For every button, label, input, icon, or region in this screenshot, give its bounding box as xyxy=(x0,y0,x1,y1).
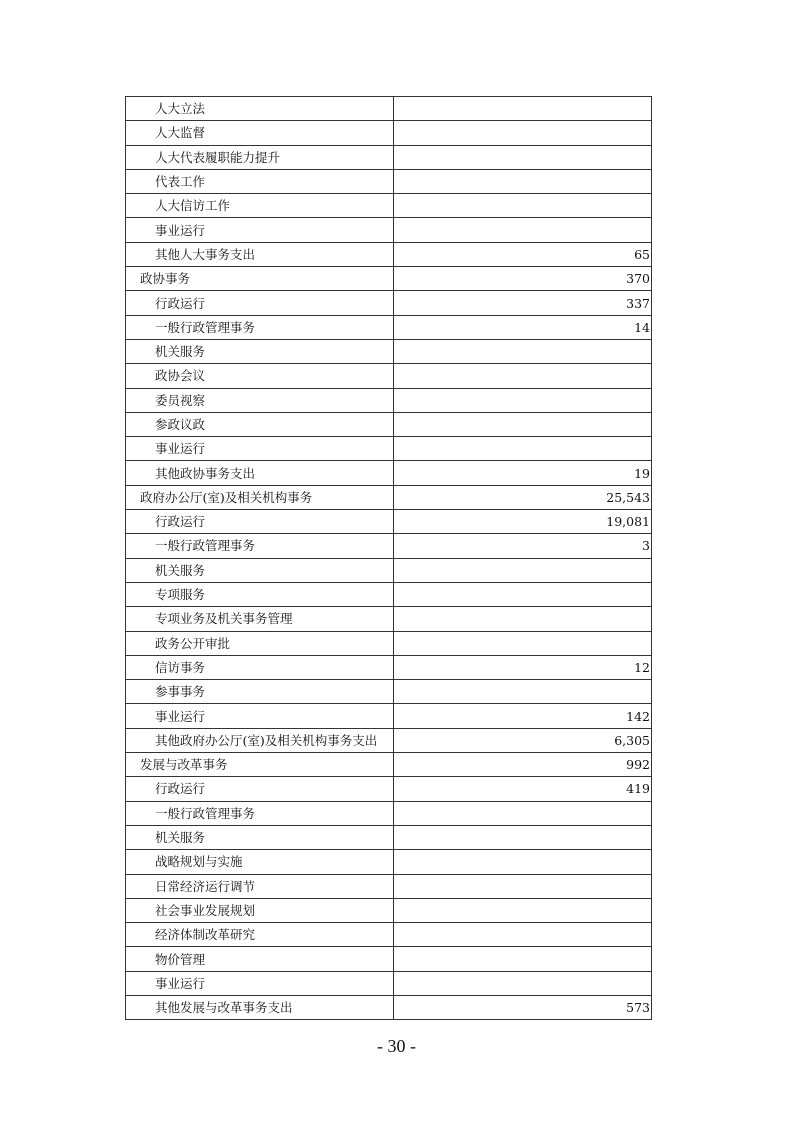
item-name-cell: 机关服务 xyxy=(126,339,394,363)
item-name-cell: 机关服务 xyxy=(126,825,394,849)
item-name-cell: 行政运行 xyxy=(126,291,394,315)
item-amount-cell xyxy=(394,97,652,121)
item-name-cell: 事业运行 xyxy=(126,704,394,728)
item-name-cell: 专项业务及机关事务管理 xyxy=(126,607,394,631)
table-row xyxy=(126,510,652,534)
item-name-cell: 其他政府办公厅(室)及相关机构事务支出 xyxy=(126,728,394,752)
item-amount-cell xyxy=(394,874,652,898)
item-amount-cell xyxy=(394,194,652,218)
item-amount-cell xyxy=(394,145,652,169)
item-amount-cell xyxy=(394,607,652,631)
item-name-cell: 事业运行 xyxy=(126,971,394,995)
item-amount-cell: 573 xyxy=(394,995,652,1019)
item-amount-cell: 337 xyxy=(394,291,652,315)
item-name-cell: 政协事务 xyxy=(126,267,394,291)
table-row xyxy=(126,753,652,777)
item-amount-cell: 419 xyxy=(394,777,652,801)
item-amount-cell xyxy=(394,923,652,947)
item-amount-cell: 370 xyxy=(394,267,652,291)
item-name-cell: 委员视察 xyxy=(126,388,394,412)
table-row xyxy=(126,680,652,704)
table-row xyxy=(126,631,652,655)
table-row xyxy=(126,412,652,436)
item-name-cell: 专项服务 xyxy=(126,582,394,606)
item-name-cell: 一般行政管理事务 xyxy=(126,315,394,339)
item-amount-cell: 65 xyxy=(394,242,652,266)
item-amount-cell xyxy=(394,388,652,412)
item-amount-cell: 12 xyxy=(394,655,652,679)
table-row xyxy=(126,169,652,193)
item-amount-cell: 6,305 xyxy=(394,728,652,752)
item-name-cell: 代表工作 xyxy=(126,169,394,193)
table-row xyxy=(126,607,652,631)
item-name-cell: 信访事务 xyxy=(126,655,394,679)
table-row xyxy=(126,218,652,242)
item-amount-cell xyxy=(394,412,652,436)
item-name-cell: 参事事务 xyxy=(126,680,394,704)
table-row xyxy=(126,194,652,218)
item-name-cell: 政协会议 xyxy=(126,364,394,388)
item-name-cell: 参政议政 xyxy=(126,412,394,436)
table-row xyxy=(126,923,652,947)
table-row xyxy=(126,947,652,971)
item-amount-cell xyxy=(394,558,652,582)
item-amount-cell xyxy=(394,801,652,825)
item-amount-cell xyxy=(394,121,652,145)
item-amount-cell: 142 xyxy=(394,704,652,728)
item-name-cell: 人大信访工作 xyxy=(126,194,394,218)
item-name-cell: 其他政协事务支出 xyxy=(126,461,394,485)
table-row xyxy=(126,461,652,485)
table-row xyxy=(126,291,652,315)
item-amount-cell xyxy=(394,218,652,242)
table-row xyxy=(126,558,652,582)
budget-table xyxy=(125,96,652,1020)
table-row xyxy=(126,995,652,1019)
item-amount-cell: 14 xyxy=(394,315,652,339)
item-name-cell: 经济体制改革研究 xyxy=(126,923,394,947)
item-name-cell: 事业运行 xyxy=(126,437,394,461)
item-name-cell: 其他发展与改革事务支出 xyxy=(126,995,394,1019)
item-amount-cell xyxy=(394,339,652,363)
item-amount-cell xyxy=(394,169,652,193)
table-row xyxy=(126,364,652,388)
item-amount-cell: 3 xyxy=(394,534,652,558)
item-amount-cell xyxy=(394,680,652,704)
table-row xyxy=(126,655,652,679)
item-amount-cell: 992 xyxy=(394,753,652,777)
item-name-cell: 事业运行 xyxy=(126,218,394,242)
table-row xyxy=(126,704,652,728)
table-row xyxy=(126,267,652,291)
table-body xyxy=(126,97,652,1020)
item-name-cell: 战略规划与实施 xyxy=(126,850,394,874)
item-name-cell: 物价管理 xyxy=(126,947,394,971)
table-row xyxy=(126,534,652,558)
table-row xyxy=(126,825,652,849)
item-amount-cell: 19 xyxy=(394,461,652,485)
item-name-cell: 社会事业发展规划 xyxy=(126,898,394,922)
table-row xyxy=(126,339,652,363)
table-row xyxy=(126,145,652,169)
table-row xyxy=(126,874,652,898)
table-row xyxy=(126,437,652,461)
item-amount-cell: 25,543 xyxy=(394,485,652,509)
item-name-cell: 人大监督 xyxy=(126,121,394,145)
item-name-cell: 一般行政管理事务 xyxy=(126,534,394,558)
item-amount-cell xyxy=(394,437,652,461)
item-amount-cell xyxy=(394,850,652,874)
item-amount-cell xyxy=(394,947,652,971)
table-row xyxy=(126,242,652,266)
item-amount-cell xyxy=(394,582,652,606)
table-row xyxy=(126,582,652,606)
item-name-cell: 发展与改革事务 xyxy=(126,753,394,777)
table-row xyxy=(126,850,652,874)
item-amount-cell xyxy=(394,825,652,849)
item-name-cell: 行政运行 xyxy=(126,510,394,534)
table-row xyxy=(126,898,652,922)
item-amount-cell xyxy=(394,971,652,995)
table-row xyxy=(126,97,652,121)
item-name-cell: 政府办公厅(室)及相关机构事务 xyxy=(126,485,394,509)
table-row xyxy=(126,728,652,752)
item-name-cell: 行政运行 xyxy=(126,777,394,801)
item-name-cell: 机关服务 xyxy=(126,558,394,582)
table-row xyxy=(126,315,652,339)
table-row xyxy=(126,971,652,995)
item-name-cell: 其他人大事务支出 xyxy=(126,242,394,266)
table-row xyxy=(126,801,652,825)
table-row xyxy=(126,121,652,145)
item-amount-cell xyxy=(394,631,652,655)
item-name-cell: 一般行政管理事务 xyxy=(126,801,394,825)
item-name-cell: 政务公开审批 xyxy=(126,631,394,655)
item-name-cell: 人大代表履职能力提升 xyxy=(126,145,394,169)
item-name-cell: 日常经济运行调节 xyxy=(126,874,394,898)
item-amount-cell xyxy=(394,898,652,922)
table-row xyxy=(126,777,652,801)
page-number: - 30 - xyxy=(377,1036,416,1056)
table-row xyxy=(126,485,652,509)
item-amount-cell: 19,081 xyxy=(394,510,652,534)
item-name-cell: 人大立法 xyxy=(126,97,394,121)
item-amount-cell xyxy=(394,364,652,388)
table-row xyxy=(126,388,652,412)
